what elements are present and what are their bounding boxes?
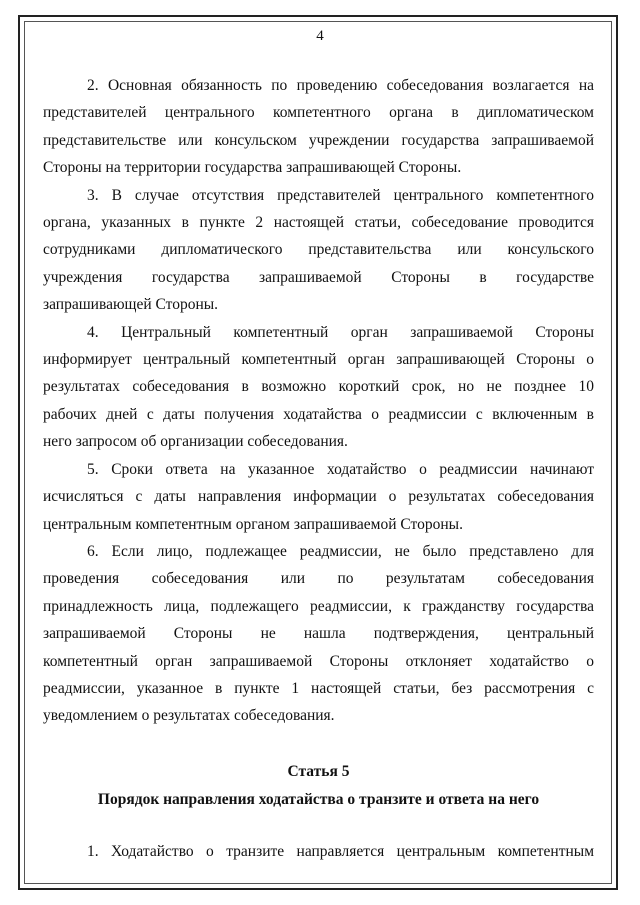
text-line: информирует центральный компетентный орган запрашивающей Стороны о: [43, 351, 594, 369]
page-number: 4: [316, 28, 324, 44]
text-line: 2. Основная обязанность по проведению собеседования возлагается на: [87, 77, 594, 94]
paragraph-article5-1: [43, 838, 594, 865]
body-text: [43, 72, 594, 730]
text-line: запрашиваемой Стороны не нашла подтверждения, центральный: [43, 625, 594, 643]
text-line: представительстве или консульском учреждении государства запрашиваемой: [43, 131, 594, 149]
text-line: уведомлением о результатах собеседования.: [43, 707, 335, 725]
text-line: 6. Если лицо, подлежащее реадмиссии, не было представлено для: [87, 542, 594, 560]
article-number: Статья 5: [287, 763, 350, 780]
text-line: 4. Центральный компетентный орган запрашиваемой Стороны: [87, 323, 594, 341]
paragraph-5: [43, 456, 594, 538]
text-line: проведения собеседования или по результатам собеседования: [43, 570, 594, 588]
text-line: результатах собеседования в возможно короткий срок, но не позднее 10: [43, 378, 594, 396]
text-line: принадлежность лица, подлежащего реадмиссии, к гражданству государства: [43, 597, 594, 615]
text-line: 1. Ходатайство о транзите направляется центральным компетентным: [87, 843, 594, 860]
text-line: запрашивающей Стороны.: [43, 296, 219, 314]
text-line: 3. В случае отсутствия представителей центрального компетентного: [87, 186, 594, 204]
text-line: центральным компетентным органом запрашиваемой Стороны.: [43, 515, 463, 533]
text-line: сотрудниками дипломатического представительства или консульского: [43, 241, 594, 259]
paragraph-4: [43, 319, 594, 456]
paragraph-2: [43, 72, 594, 182]
article-title: Порядок направления ходатайства о транзите и ответа на него: [97, 791, 540, 808]
text-line: него запросом об организации собеседования.: [43, 433, 348, 451]
text-line: 5. Сроки ответа на указанное ходатайство о реадмиссии начинают: [87, 460, 594, 478]
text-line: компетентный орган запрашиваемой Стороны отклоняет ходатайство о: [43, 652, 594, 670]
text-line: Стороны на территории государства запрашивающей Стороны.: [43, 159, 462, 177]
text-line: рабочих дней с даты получения ходатайства о реадмиссии с включенным в: [43, 405, 594, 423]
paragraph-3: [43, 182, 594, 319]
paragraph-6: [43, 538, 594, 730]
text-line: реадмиссии, указанное в пункте 1 настоящей статьи, без рассмотрения с: [43, 679, 594, 697]
text-line: исчисляться с даты направления информации о результатах собеседования: [43, 488, 594, 506]
text-line: учреждения государства запрашиваемой Стороны в государстве: [43, 268, 594, 286]
text-line: органа, указанных в пункте 2 настоящей статьи, собеседование проводится: [43, 214, 594, 232]
text-line: представителей центрального компетентного органа в дипломатическом: [43, 104, 594, 122]
